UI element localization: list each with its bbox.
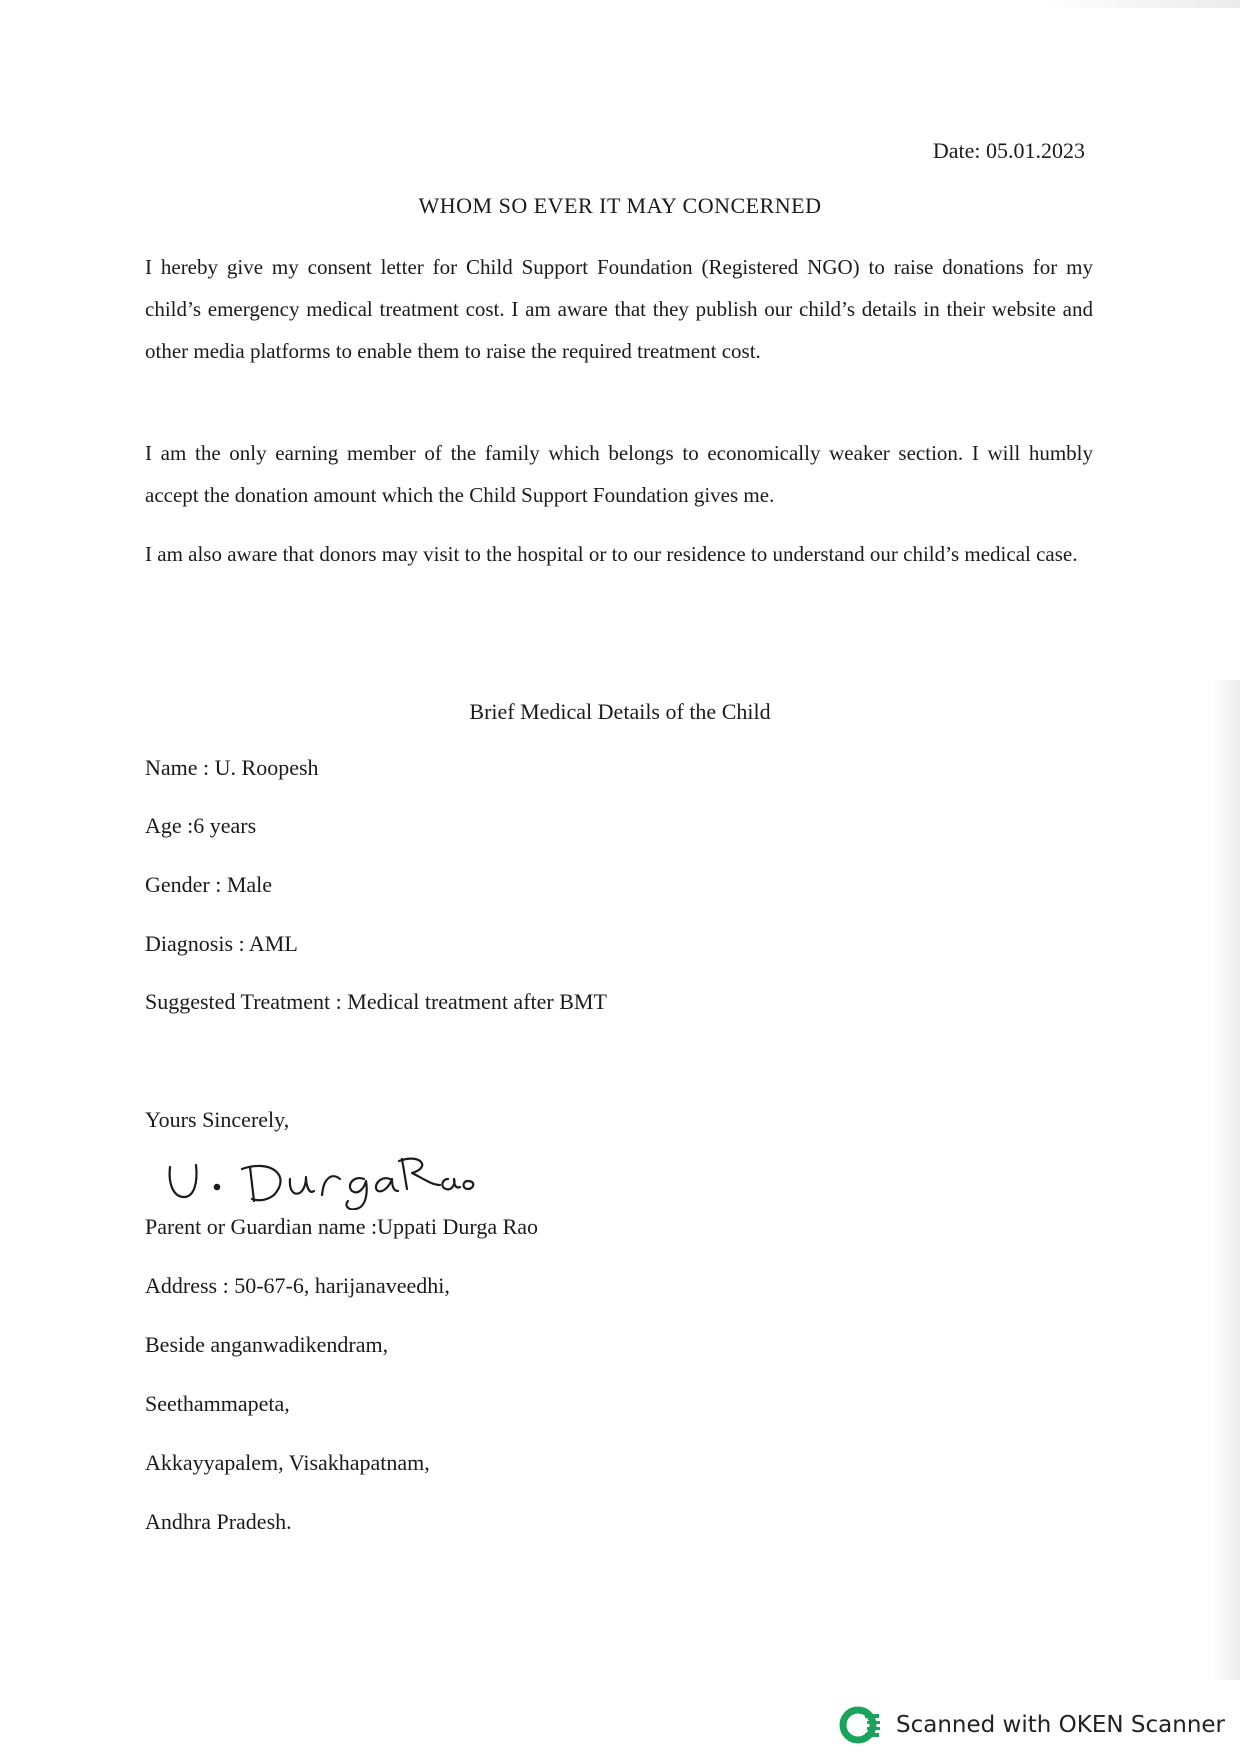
- letter-date: Date: 05.01.2023: [932, 138, 1085, 163]
- income-paragraph: I am the only earning member of the family which belongs to economically weaker section. I will humbly accept the donation amount which the Child Support Foundation gives me.: [145, 441, 1093, 507]
- address-line-2: Beside anganwadikendram,: [145, 1332, 389, 1357]
- scanner-logo-icon: [838, 1703, 882, 1747]
- scan-shadow-right: [1212, 680, 1240, 1680]
- closing-salutation: Yours Sincerely,: [145, 1107, 290, 1132]
- consent-paragraph: I hereby give my consent letter for Child Support Foundation (Registered NGO) to raise donations for my child’s emergency medical treatment cost. I am aware that they publish our child’s details in their website and other media platforms to enable them to raise the required treatment cost.: [145, 255, 1093, 363]
- address-line-5: Andhra Pradesh.: [145, 1509, 292, 1534]
- address-line-4: Akkayyapalem, Visakhapatnam,: [145, 1450, 430, 1475]
- child-diagnosis: Diagnosis : AML: [145, 931, 298, 956]
- guardian-name: Parent or Guardian name :Uppati Durga Rao: [145, 1214, 539, 1239]
- child-age: Age :6 years: [145, 813, 257, 838]
- child-name: Name : U. Roopesh: [145, 755, 319, 780]
- letter-heading: WHOM SO EVER IT MAY CONCERNED: [418, 193, 822, 218]
- scanner-watermark: [838, 1703, 1225, 1747]
- scanner-watermark-text: Scanned with OKEN Scanner: [896, 1712, 1225, 1738]
- handwritten-signature: [162, 1145, 492, 1210]
- address-line-1: Address : 50-67-6, harijanaveedhi,: [145, 1273, 450, 1298]
- suggested-treatment: Suggested Treatment : Medical treatment after BMT: [145, 989, 607, 1014]
- medical-details-heading: Brief Medical Details of the Child: [469, 699, 771, 724]
- scan-shadow-top: [1040, 0, 1240, 8]
- donor-visit-paragraph: I am also aware that donors may visit to the hospital or to our residence to understand our child’s medical case.: [145, 542, 1078, 566]
- child-gender: Gender : Male: [145, 872, 273, 897]
- address-line-3: Seethammapeta,: [145, 1391, 290, 1416]
